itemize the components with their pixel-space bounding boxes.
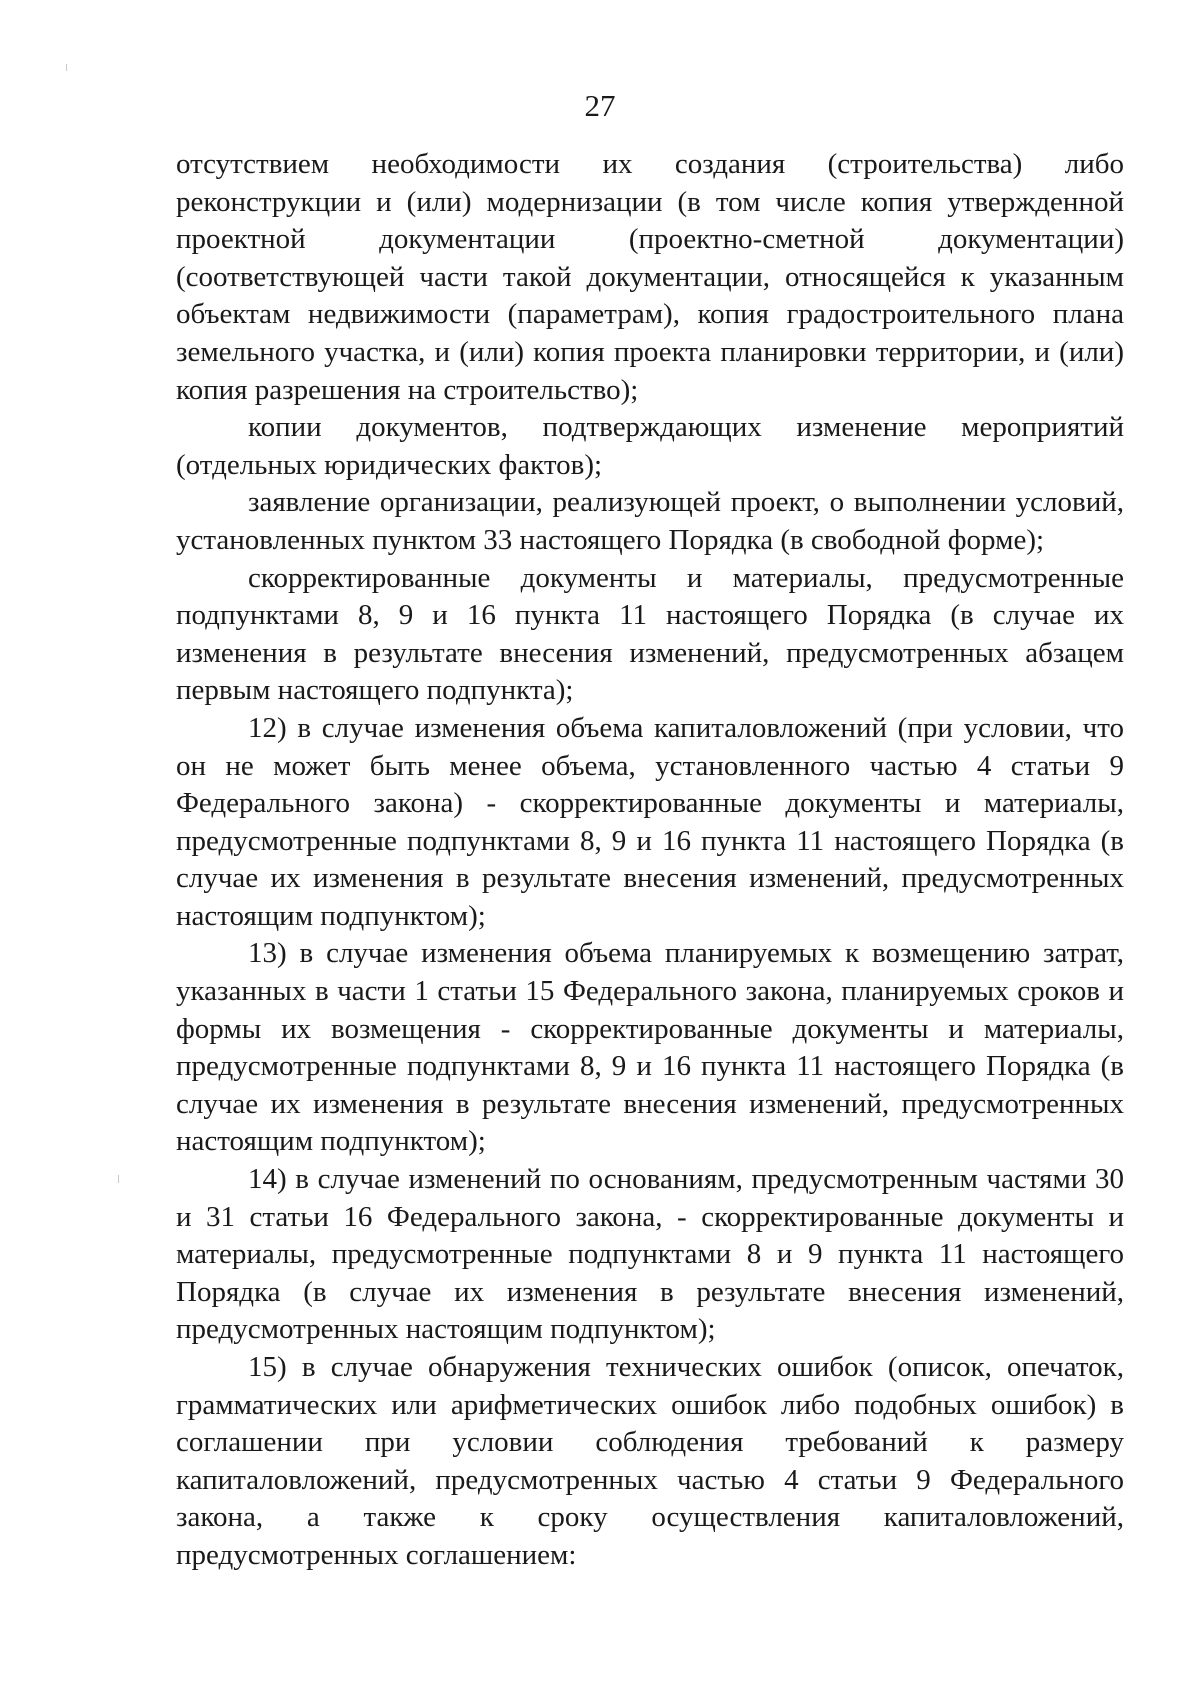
paragraph-item-12: 12) в случае изменения объема капиталовложений (при условии, что он не может быть менее объема, установленного частью 4 статьи 9 Федерального закона) - скорректированные документы и материалы, предусмотренные подпунктами 8, 9 и 16 пункта 11 настоящего Порядка (в случае их изменения в результате внесения изменений, предусмотренных настоящим подпунктом); xyxy=(176,711,1124,932)
paragraph-continuation: отсутствием необходимости их создания (строительства) либо реконструкции и (или) модернизации (в том числе копия утвержденной проектной документации (проектно-сметной документации) (соответствующей части такой документации, относящейся к указанным объектам недвижимости (параметрам), копия градостроительного плана земельного участка, и (или) копия проекта планировки территории, и (или) копия разрешения на строительство); xyxy=(176,148,1124,406)
page-number: 27 xyxy=(584,88,616,123)
scan-artifact xyxy=(118,1175,119,1183)
paragraph-item-13: 13) в случае изменения объема планируемых к возмещению затрат, указанных в части 1 статьи 15 Федерального закона, планируемых сроков и формы их возмещения - скорректированные документы и материалы, предусмотренные подпунктами 8, 9 и 16 пункта 11 настоящего Порядка (в случае их изменения в результате внесения изменений, предусмотренных настоящим подпунктом); xyxy=(176,937,1124,1158)
paragraph-item-15: 15) в случае обнаружения технических ошибок (описок, опечаток, грамматических или арифметических ошибок либо подобных ошибок) в соглашении при условии соблюдения требований к размеру капиталовложений, предусмотренных частью 4 статьи 9 Федерального закона, а также к сроку осуществления капиталовложений, предусмотренных соглашением: xyxy=(176,1351,1124,1571)
paragraph-corrected-documents: скорректированные документы и материалы, предусмотренные подпунктами 8, 9 и 16 пункта 11 настоящего Порядка (в случае их изменения в результате внесения изменений, предусмотренных абзацем первым настоящего подпункта); xyxy=(176,561,1124,707)
paragraph-item-14: 14) в случае изменений по основаниям, предусмотренным частями 30 и 31 статьи 16 Федерального закона, - скорректированные документы и материалы, предусмотренные подпунктами 8 и 9 пункта 11 настоящего Порядка (в случае их изменения в результате внесения изменений, предусмотренных настоящим подпунктом); xyxy=(176,1163,1124,1346)
scan-artifact xyxy=(66,64,67,71)
paragraph-organization-statement: заявление организации, реализующей проект, о выполнении условий, установленных пунктом 33 настоящего Порядка (в свободной форме); xyxy=(176,486,1124,556)
document-body xyxy=(176,146,1124,1575)
paragraph-copies-documents: копии документов, подтверждающих изменение мероприятий (отдельных юридических фактов); xyxy=(176,411,1124,481)
